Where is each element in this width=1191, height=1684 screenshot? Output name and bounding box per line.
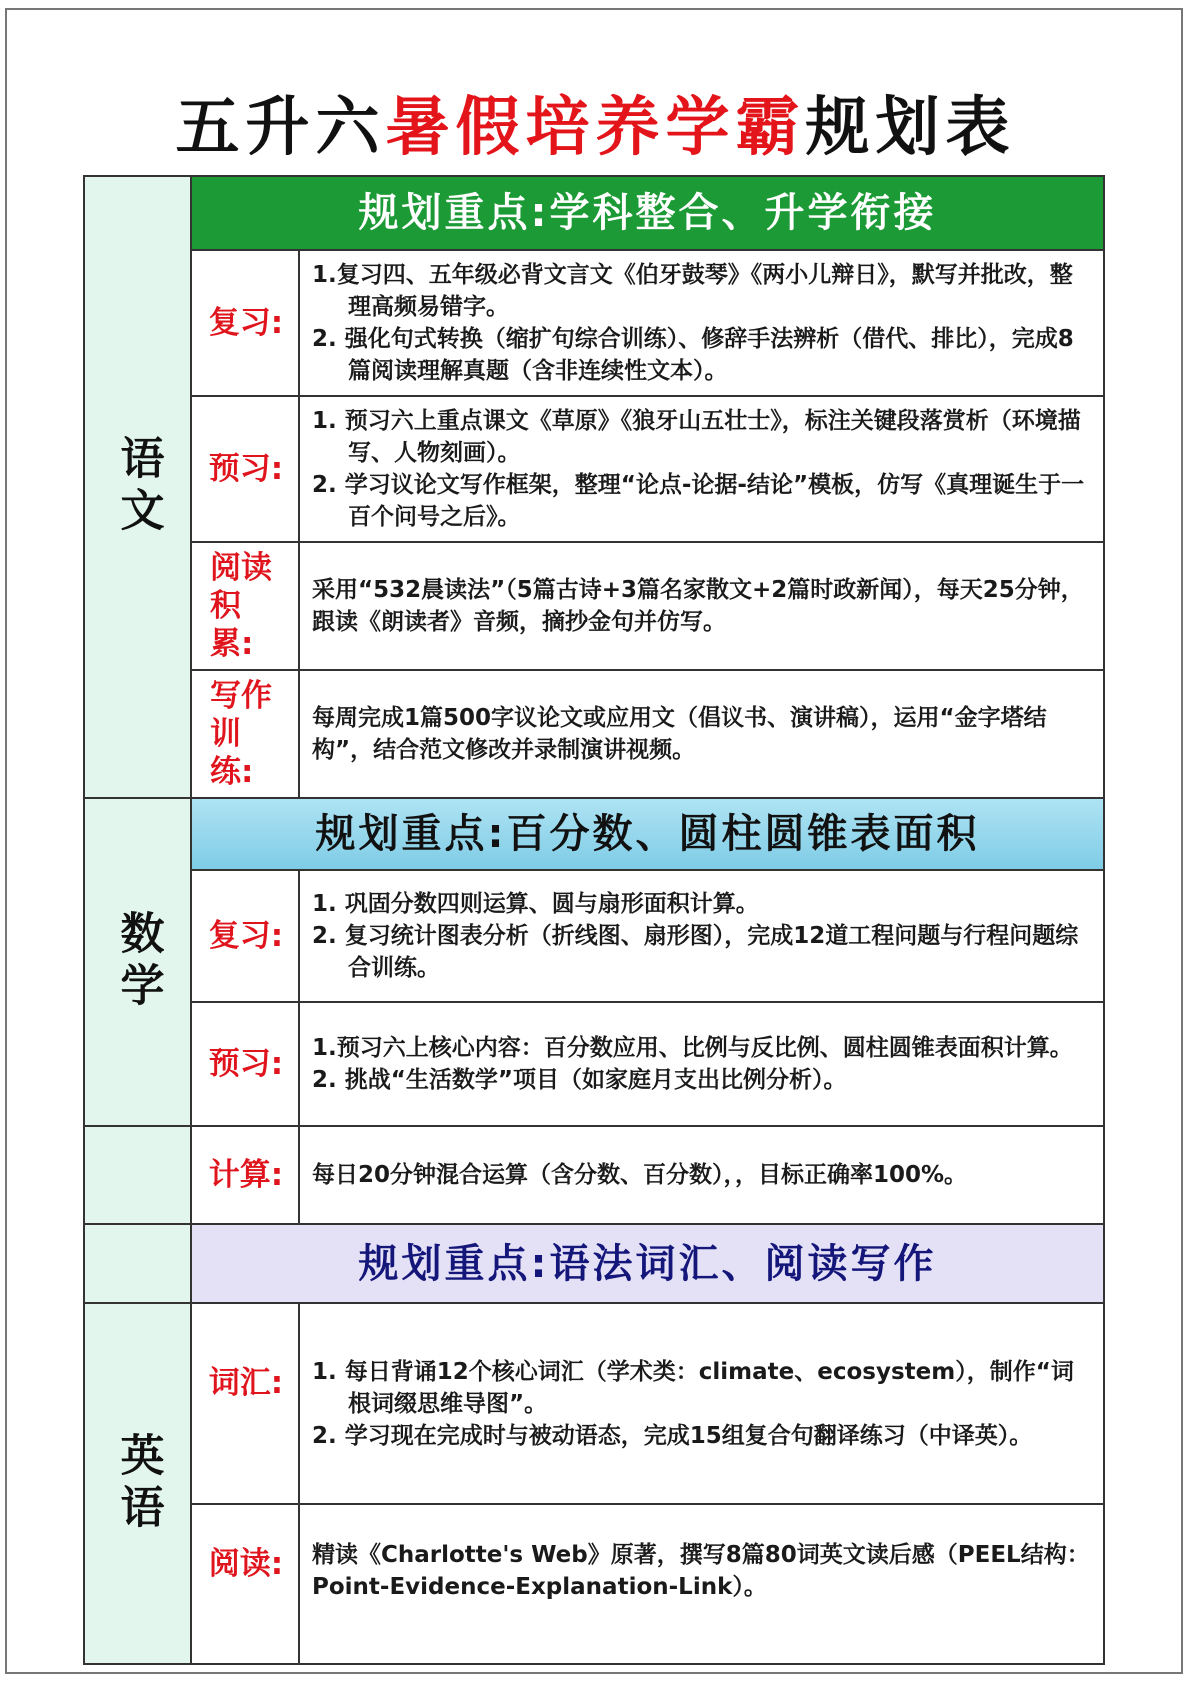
row-label: [192, 1003, 298, 1125]
chinese-focus-header: [192, 177, 1103, 249]
row-label: [192, 397, 298, 541]
label-text: 预习:: [208, 451, 284, 487]
item: 采用“532晨读法”（5篇古诗+3篇名家散文+2篇时政新闻），每天25分钟，跟读《朗读者》音频，摘抄金句并仿写。: [312, 577, 1084, 635]
row-content: [300, 1304, 1103, 1503]
item: 1. 预习六上重点课文《草原》《狼牙山五壮士》，标注关键段落赏析（环境描写、人物刻画）。: [312, 408, 1081, 466]
row-content: [300, 1505, 1103, 1663]
subject-chinese: [85, 177, 190, 797]
title-highlight: 暑假培养学霸: [385, 91, 806, 165]
subject-label: 语文: [112, 435, 164, 539]
label-text: 阅读积累:: [210, 550, 272, 662]
focus-text: 规划重点:语法词汇、阅读写作: [358, 1240, 937, 1287]
row-label: [192, 251, 298, 395]
row-content: [300, 543, 1103, 669]
subject-label: 数学: [112, 910, 164, 1014]
item: 2. 复习统计图表分析（折线图、扇形图），完成12道工程问题与行程问题综合训练。: [312, 923, 1079, 981]
row-label: [192, 1304, 298, 1503]
item: 精读《Charlotte's Web》原著，撰写8篇80词英文读后感（PEEL结构：Point-Evidence-Explanation-Link）。: [312, 1542, 1090, 1600]
math-focus-header: [192, 799, 1103, 869]
label-text: 预习:: [208, 1046, 284, 1082]
english-focus-header: [192, 1225, 1103, 1302]
label-text: 写作训练:: [210, 678, 272, 790]
label-text: 复习:: [208, 305, 284, 341]
row-label: [192, 1127, 298, 1223]
item: 1. 每日背诵12个核心词汇（学术类：climate、ecosystem），制作“词根词缀思维导图”。: [312, 1358, 1074, 1417]
title-part-1: 五升六: [175, 91, 386, 165]
row-content: [300, 671, 1103, 797]
subject-english: [85, 1304, 190, 1663]
row-content: [300, 871, 1103, 1001]
item: 每周完成1篇500字议论文或应用文（倡议书、演讲稿），运用“金字塔结构”，结合范文修改并录制演讲视频。: [312, 705, 1047, 763]
label-text: 复习:: [208, 918, 284, 954]
item: 2. 学习现在完成时与被动语态，完成15组复合句翻译练习（中译英）。: [312, 1422, 1033, 1449]
title-part-3: 规划表: [805, 91, 1016, 165]
subject-label: 英语: [112, 1431, 164, 1536]
row-content: [300, 1127, 1103, 1223]
row-label: [192, 543, 298, 669]
subject-blank: [85, 1127, 190, 1223]
item: 每日20分钟混合运算（含分数、百分数），，目标正确率100%。: [312, 1162, 968, 1188]
row-content: [300, 397, 1103, 541]
plan-table: [83, 175, 1105, 1665]
row-content: [300, 251, 1103, 395]
subject-math: [85, 799, 190, 1125]
label-text: 计算:: [208, 1157, 284, 1193]
label-text: 词汇:: [208, 1365, 284, 1401]
item: 1. 巩固分数四则运算、圆与扇形面积计算。: [312, 891, 759, 917]
item: 2. 强化句式转换（缩扩句综合训练）、修辞手法辨析（借代、排比），完成8篇阅读理解真题（含非连续性文本）。: [312, 326, 1074, 384]
row-label: [192, 1505, 298, 1663]
page-title: [0, 88, 1191, 168]
label-text: 阅读:: [208, 1546, 284, 1582]
focus-text: 规划重点:百分数、圆柱圆锥表面积: [315, 811, 980, 857]
row-content: [300, 1003, 1103, 1125]
item: 2. 挑战“生活数学”项目（如家庭月支出比例分析）。: [312, 1067, 847, 1093]
subject-blank: [85, 1225, 190, 1302]
item: 1.预习六上核心内容：百分数应用、比例与反比例、圆柱圆锥表面积计算。: [312, 1035, 1073, 1061]
item: 1.复习四、五年级必背文言文《伯牙鼓琴》《两小儿辩日》，默写并批改，整理高频易错字。: [312, 262, 1073, 320]
row-label: [192, 871, 298, 1001]
item: 2. 学习议论文写作框架，整理“论点-论据-结论”模板，仿写《真理诞生于一百个问号之后》。: [312, 472, 1085, 530]
row-label: [192, 671, 298, 797]
focus-text: 规划重点:学科整合、升学衔接: [358, 190, 937, 236]
